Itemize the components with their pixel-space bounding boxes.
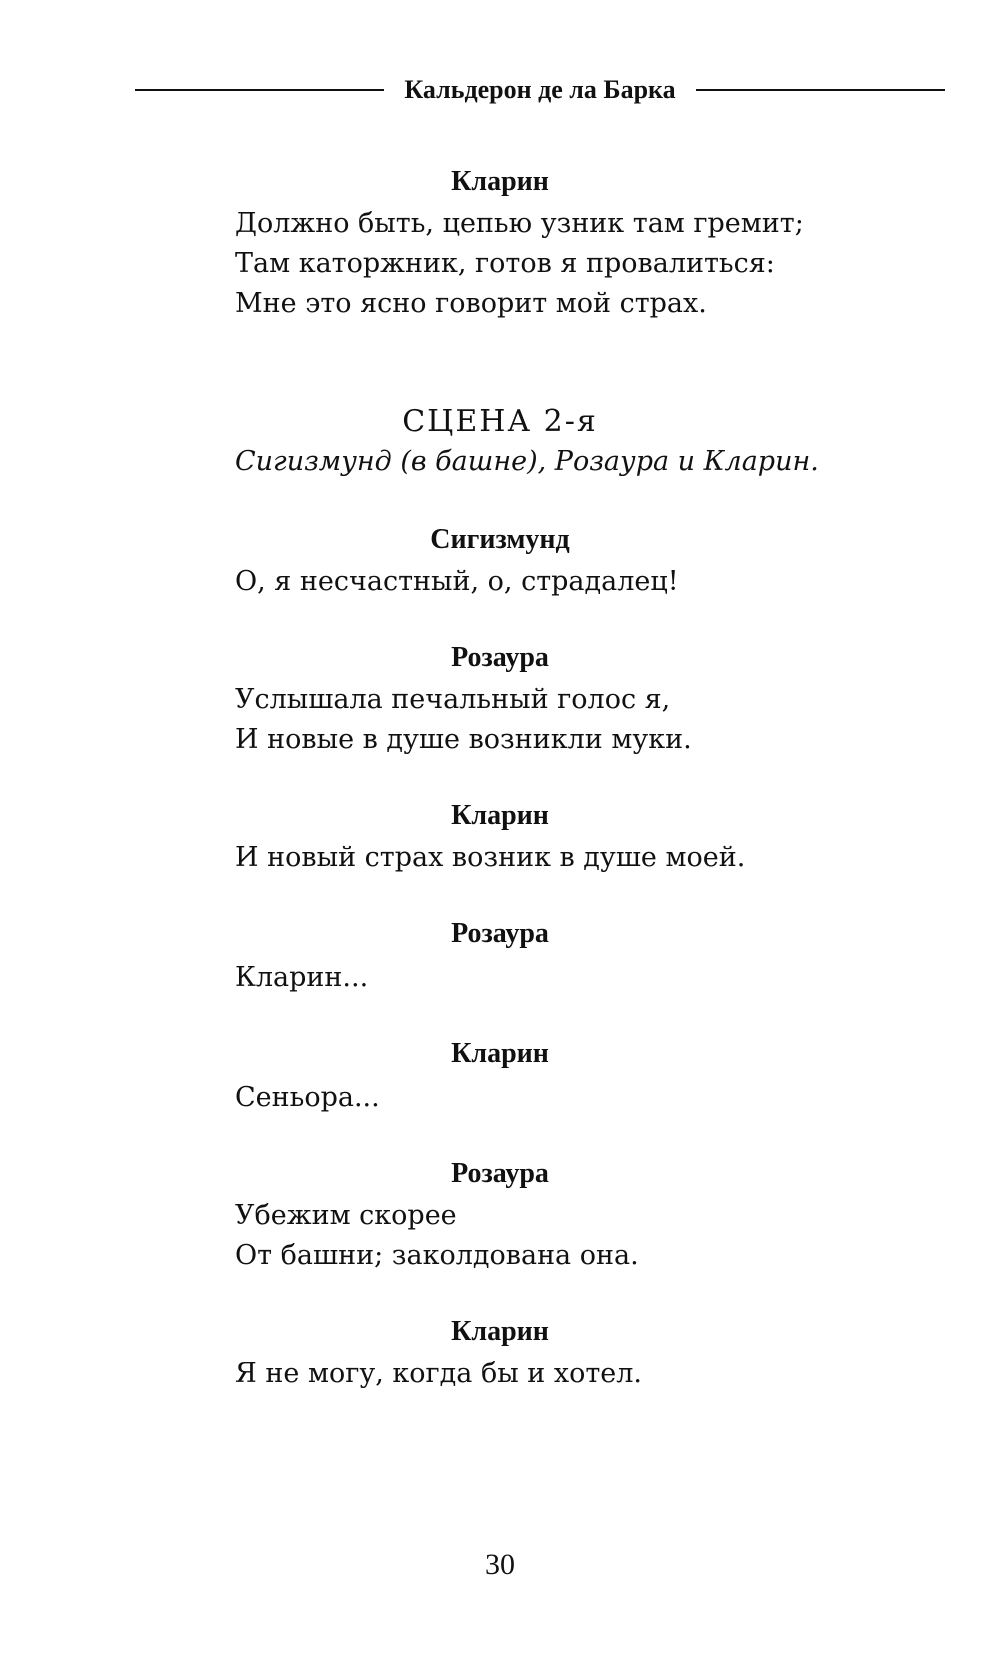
verse-line: Я не могу, когда бы и хотел. [235,1358,643,1389]
verse-line: Там каторжник, готов я провалиться: [235,248,775,279]
verse-line: Должно быть, цепью узник там гремит; [235,208,804,239]
running-header [135,70,945,110]
scene-title: СЦЕНА 2-я [402,404,598,439]
speaker-name: Кларин [451,1316,549,1347]
page-number: 30 [485,1548,515,1581]
speaker-name: Розаура [451,1158,549,1189]
speaker-name: Кларин [451,166,549,197]
verse-line: О, я несчастный, о, страдалец! [235,566,679,597]
verse-line: От башни; заколдована она. [235,1240,639,1271]
verse-line: Кларин... [235,962,369,993]
verse-line: Сеньора... [235,1082,380,1113]
verse-line: Убежим скорее [235,1200,457,1231]
header-rule-right [696,89,945,91]
stage-direction: Сигизмунд (в башне), Розаура и Кларин. [235,446,819,477]
verse-line: Услышала печальный голос я, [235,684,671,715]
speaker-name: Розаура [451,642,549,673]
speaker-name: Кларин [451,1038,549,1069]
verse-line: Мне это ясно говорит мой страх. [235,288,707,319]
verse-line: И новые в душе возникли муки. [235,724,692,755]
header-title: Кальдерон де ла Барка [404,75,676,104]
verse-line: И новый страх возник в душе моей. [235,842,746,873]
speaker-name: Кларин [451,800,549,831]
speaker-name: Розаура [451,918,549,949]
speaker-name: Сигизмунд [430,524,570,555]
header-rule-left [135,89,384,91]
